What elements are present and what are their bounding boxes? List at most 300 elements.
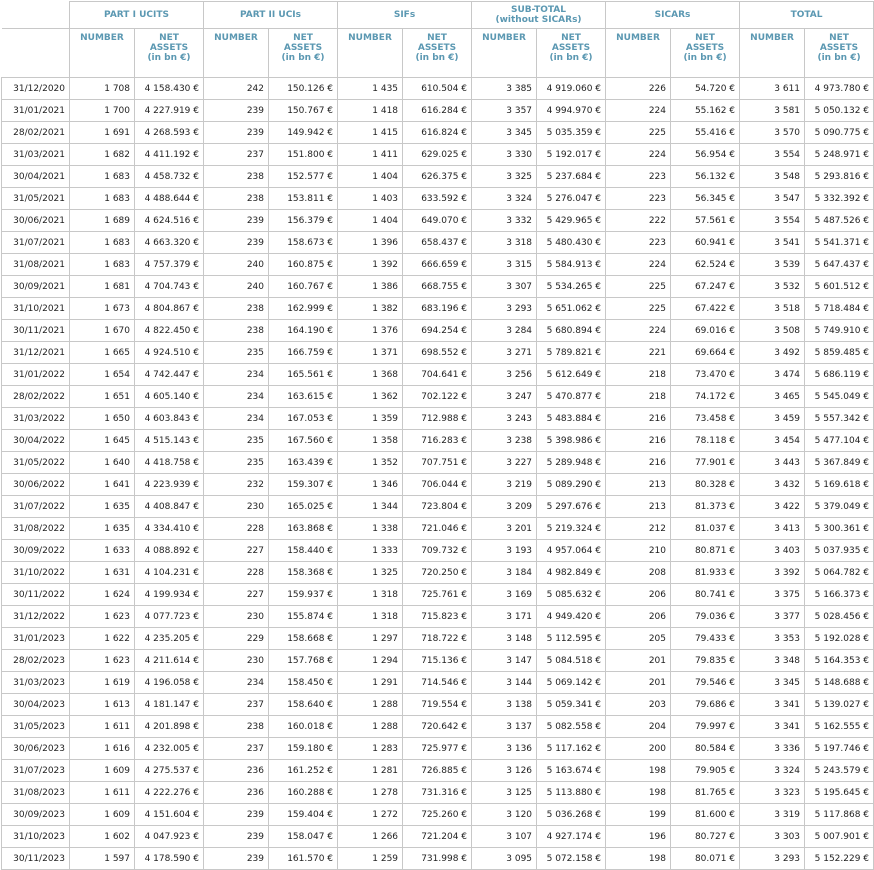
table-row bbox=[2, 100, 874, 122]
cell-p1-num: 1 613 bbox=[70, 694, 135, 716]
cell-sub-net: 5 680.894 € bbox=[537, 320, 606, 342]
sub-header-row bbox=[2, 29, 874, 78]
corner-cell bbox=[2, 2, 70, 29]
cell-date: 30/09/2021 bbox=[2, 276, 70, 298]
cell-sicar-num: 205 bbox=[606, 628, 671, 650]
net-assets-label: NET ASSETS (in bn €) bbox=[281, 33, 325, 63]
cell-p1-num: 1 708 bbox=[70, 78, 135, 100]
cell-sub-num: 3 125 bbox=[472, 782, 537, 804]
cell-p1-num: 1 624 bbox=[70, 584, 135, 606]
table-row bbox=[2, 122, 874, 144]
cell-sicar-num: 206 bbox=[606, 584, 671, 606]
cell-total-num: 3 341 bbox=[740, 694, 805, 716]
cell-sicar-num: 224 bbox=[606, 100, 671, 122]
cell-sif-num: 1 288 bbox=[338, 694, 403, 716]
cell-sif-net: 721.046 € bbox=[403, 518, 472, 540]
cell-sif-num: 1 338 bbox=[338, 518, 403, 540]
table-row bbox=[2, 166, 874, 188]
sub-header-net-assets bbox=[135, 29, 204, 78]
cell-p1-num: 1 611 bbox=[70, 716, 135, 738]
cell-p2-num: 235 bbox=[204, 342, 269, 364]
table-row bbox=[2, 738, 874, 760]
cell-sicar-num: 204 bbox=[606, 716, 671, 738]
cell-p2-num: 239 bbox=[204, 232, 269, 254]
cell-sicar-num: 223 bbox=[606, 232, 671, 254]
cell-p2-num: 238 bbox=[204, 298, 269, 320]
cell-p2-num: 239 bbox=[204, 210, 269, 232]
cell-p1-num: 1 654 bbox=[70, 364, 135, 386]
cell-p2-num: 232 bbox=[204, 474, 269, 496]
cell-p2-net: 155.874 € bbox=[269, 606, 338, 628]
cell-sicar-net: 80.328 € bbox=[671, 474, 740, 496]
cell-date: 28/02/2023 bbox=[2, 650, 70, 672]
cell-total-net: 5 545.049 € bbox=[805, 386, 874, 408]
cell-date: 30/11/2023 bbox=[2, 848, 70, 870]
cell-sub-net: 5 289.948 € bbox=[537, 452, 606, 474]
cell-sif-num: 1 288 bbox=[338, 716, 403, 738]
cell-total-num: 3 323 bbox=[740, 782, 805, 804]
cell-date: 30/04/2023 bbox=[2, 694, 70, 716]
cell-p2-net: 167.560 € bbox=[269, 430, 338, 452]
cell-total-net: 5 300.361 € bbox=[805, 518, 874, 540]
cell-p1-num: 1 609 bbox=[70, 804, 135, 826]
cell-date: 31/03/2022 bbox=[2, 408, 70, 430]
cell-sub-net: 5 651.062 € bbox=[537, 298, 606, 320]
cell-sicar-num: 225 bbox=[606, 122, 671, 144]
cell-sif-net: 709.732 € bbox=[403, 540, 472, 562]
cell-sicar-net: 81.933 € bbox=[671, 562, 740, 584]
cell-sif-num: 1 291 bbox=[338, 672, 403, 694]
cell-sub-num: 3 169 bbox=[472, 584, 537, 606]
cell-sub-num: 3 184 bbox=[472, 562, 537, 584]
cell-sicar-num: 198 bbox=[606, 848, 671, 870]
cell-total-net: 5 195.645 € bbox=[805, 782, 874, 804]
cell-sub-net: 5 398.986 € bbox=[537, 430, 606, 452]
table-row bbox=[2, 364, 874, 386]
cell-total-num: 3 541 bbox=[740, 232, 805, 254]
cell-sicar-net: 79.036 € bbox=[671, 606, 740, 628]
cell-p1-num: 1 681 bbox=[70, 276, 135, 298]
cell-total-net: 5 248.971 € bbox=[805, 144, 874, 166]
cell-sicar-num: 198 bbox=[606, 782, 671, 804]
corner-cell-lower bbox=[2, 29, 70, 78]
cell-date: 31/01/2022 bbox=[2, 364, 70, 386]
cell-sif-num: 1 404 bbox=[338, 210, 403, 232]
cell-total-net: 5 749.910 € bbox=[805, 320, 874, 342]
cell-date: 31/07/2022 bbox=[2, 496, 70, 518]
cell-p1-num: 1 665 bbox=[70, 342, 135, 364]
cell-p1-num: 1 683 bbox=[70, 254, 135, 276]
cell-p1-net: 4 742.447 € bbox=[135, 364, 204, 386]
group-header-part2-ucis: PART II UCIs bbox=[204, 2, 338, 29]
cell-total-net: 5 050.132 € bbox=[805, 100, 874, 122]
cell-total-num: 3 570 bbox=[740, 122, 805, 144]
cell-p2-num: 238 bbox=[204, 188, 269, 210]
group-header-sifs: SIFs bbox=[338, 2, 472, 29]
cell-sif-num: 1 259 bbox=[338, 848, 403, 870]
cell-sif-net: 698.552 € bbox=[403, 342, 472, 364]
cell-sicar-num: 216 bbox=[606, 430, 671, 452]
cell-sicar-num: 218 bbox=[606, 386, 671, 408]
table-row bbox=[2, 386, 874, 408]
cell-sub-num: 3 095 bbox=[472, 848, 537, 870]
cell-total-net: 5 686.119 € bbox=[805, 364, 874, 386]
cell-date: 28/02/2022 bbox=[2, 386, 70, 408]
cell-p2-net: 159.307 € bbox=[269, 474, 338, 496]
cell-sif-net: 707.751 € bbox=[403, 452, 472, 474]
cell-sif-net: 704.641 € bbox=[403, 364, 472, 386]
cell-p2-net: 150.126 € bbox=[269, 78, 338, 100]
cell-p2-num: 234 bbox=[204, 364, 269, 386]
cell-p2-num: 240 bbox=[204, 276, 269, 298]
cell-sicar-net: 81.765 € bbox=[671, 782, 740, 804]
cell-sif-num: 1 352 bbox=[338, 452, 403, 474]
table-header bbox=[2, 2, 874, 78]
cell-p1-num: 1 683 bbox=[70, 188, 135, 210]
cell-p2-net: 153.811 € bbox=[269, 188, 338, 210]
group-header-sicars: SICARs bbox=[606, 2, 740, 29]
cell-sif-net: 649.070 € bbox=[403, 210, 472, 232]
cell-p2-net: 159.180 € bbox=[269, 738, 338, 760]
cell-total-net: 5 477.104 € bbox=[805, 430, 874, 452]
cell-date: 31/03/2021 bbox=[2, 144, 70, 166]
cell-sicar-net: 67.422 € bbox=[671, 298, 740, 320]
cell-p2-num: 229 bbox=[204, 628, 269, 650]
table-row bbox=[2, 298, 874, 320]
cell-sif-net: 706.044 € bbox=[403, 474, 472, 496]
cell-sif-net: 610.504 € bbox=[403, 78, 472, 100]
cell-p2-net: 158.368 € bbox=[269, 562, 338, 584]
cell-total-net: 5 541.371 € bbox=[805, 232, 874, 254]
cell-total-net: 5 718.484 € bbox=[805, 298, 874, 320]
cell-sub-net: 4 994.970 € bbox=[537, 100, 606, 122]
cell-total-net: 5 367.849 € bbox=[805, 452, 874, 474]
cell-p2-net: 158.450 € bbox=[269, 672, 338, 694]
cell-sicar-net: 74.172 € bbox=[671, 386, 740, 408]
net-assets-label: NET ASSETS (in bn €) bbox=[549, 33, 593, 63]
cell-p1-net: 4 804.867 € bbox=[135, 298, 204, 320]
cell-sub-net: 5 035.359 € bbox=[537, 122, 606, 144]
cell-sif-num: 1 318 bbox=[338, 584, 403, 606]
cell-sif-num: 1 281 bbox=[338, 760, 403, 782]
cell-sub-net: 5 584.913 € bbox=[537, 254, 606, 276]
cell-p2-net: 162.999 € bbox=[269, 298, 338, 320]
sub-header-number: NUMBER bbox=[472, 29, 537, 78]
cell-p1-net: 4 047.923 € bbox=[135, 826, 204, 848]
table-row bbox=[2, 342, 874, 364]
cell-sif-net: 715.823 € bbox=[403, 606, 472, 628]
cell-sif-net: 715.136 € bbox=[403, 650, 472, 672]
table-row bbox=[2, 782, 874, 804]
cell-p2-net: 165.561 € bbox=[269, 364, 338, 386]
cell-sicar-num: 200 bbox=[606, 738, 671, 760]
cell-p1-net: 4 077.723 € bbox=[135, 606, 204, 628]
cell-sicar-num: 210 bbox=[606, 540, 671, 562]
cell-sicar-net: 73.458 € bbox=[671, 408, 740, 430]
net-assets-label: NET ASSETS (in bn €) bbox=[415, 33, 459, 63]
cell-sub-net: 5 276.047 € bbox=[537, 188, 606, 210]
cell-p2-num: 227 bbox=[204, 540, 269, 562]
cell-p2-net: 160.875 € bbox=[269, 254, 338, 276]
cell-sif-net: 716.283 € bbox=[403, 430, 472, 452]
cell-sif-num: 1 272 bbox=[338, 804, 403, 826]
cell-p1-num: 1 645 bbox=[70, 430, 135, 452]
cell-total-num: 3 554 bbox=[740, 144, 805, 166]
cell-total-num: 3 548 bbox=[740, 166, 805, 188]
table-row bbox=[2, 452, 874, 474]
cell-total-num: 3 454 bbox=[740, 430, 805, 452]
cell-sif-net: 714.546 € bbox=[403, 672, 472, 694]
cell-total-num: 3 303 bbox=[740, 826, 805, 848]
cell-sif-num: 1 392 bbox=[338, 254, 403, 276]
net-assets-label: NET ASSETS (in bn €) bbox=[147, 33, 191, 63]
cell-total-net: 5 192.028 € bbox=[805, 628, 874, 650]
cell-sif-net: 626.375 € bbox=[403, 166, 472, 188]
cell-p2-num: 237 bbox=[204, 738, 269, 760]
cell-p2-num: 237 bbox=[204, 144, 269, 166]
cell-date: 31/10/2023 bbox=[2, 826, 70, 848]
cell-p2-net: 165.025 € bbox=[269, 496, 338, 518]
cell-date: 31/12/2022 bbox=[2, 606, 70, 628]
cell-p2-num: 236 bbox=[204, 760, 269, 782]
cell-sicar-num: 196 bbox=[606, 826, 671, 848]
cell-sif-num: 1 318 bbox=[338, 606, 403, 628]
cell-sicar-net: 79.835 € bbox=[671, 650, 740, 672]
cell-p2-net: 149.942 € bbox=[269, 122, 338, 144]
cell-sicar-net: 55.416 € bbox=[671, 122, 740, 144]
cell-sif-net: 725.977 € bbox=[403, 738, 472, 760]
cell-sicar-num: 199 bbox=[606, 804, 671, 826]
cell-p2-num: 228 bbox=[204, 562, 269, 584]
cell-sif-net: 616.824 € bbox=[403, 122, 472, 144]
cell-sicar-net: 57.561 € bbox=[671, 210, 740, 232]
cell-total-net: 5 293.816 € bbox=[805, 166, 874, 188]
cell-sub-net: 5 072.158 € bbox=[537, 848, 606, 870]
cell-sif-num: 1 386 bbox=[338, 276, 403, 298]
cell-sub-net: 5 237.684 € bbox=[537, 166, 606, 188]
cell-p1-net: 4 151.604 € bbox=[135, 804, 204, 826]
cell-sub-num: 3 256 bbox=[472, 364, 537, 386]
cell-date: 31/10/2022 bbox=[2, 562, 70, 584]
cell-sif-num: 1 403 bbox=[338, 188, 403, 210]
cell-sub-num: 3 271 bbox=[472, 342, 537, 364]
cell-p1-num: 1 640 bbox=[70, 452, 135, 474]
cell-total-net: 5 139.027 € bbox=[805, 694, 874, 716]
cell-sub-num: 3 357 bbox=[472, 100, 537, 122]
sub-header-net-assets bbox=[537, 29, 606, 78]
cell-sub-num: 3 137 bbox=[472, 716, 537, 738]
cell-date: 31/08/2021 bbox=[2, 254, 70, 276]
cell-p1-net: 4 088.892 € bbox=[135, 540, 204, 562]
cell-p2-num: 238 bbox=[204, 166, 269, 188]
cell-sicar-num: 216 bbox=[606, 452, 671, 474]
cell-sif-num: 1 283 bbox=[338, 738, 403, 760]
table-row bbox=[2, 694, 874, 716]
cell-p1-num: 1 691 bbox=[70, 122, 135, 144]
cell-p1-net: 4 199.934 € bbox=[135, 584, 204, 606]
cell-p1-net: 4 227.919 € bbox=[135, 100, 204, 122]
cell-sub-num: 3 330 bbox=[472, 144, 537, 166]
cell-date: 31/05/2022 bbox=[2, 452, 70, 474]
cell-p1-net: 4 158.430 € bbox=[135, 78, 204, 100]
cell-sicar-net: 69.664 € bbox=[671, 342, 740, 364]
cell-p2-num: 234 bbox=[204, 672, 269, 694]
cell-p1-num: 1 683 bbox=[70, 232, 135, 254]
cell-total-net: 5 379.049 € bbox=[805, 496, 874, 518]
cell-sif-net: 668.755 € bbox=[403, 276, 472, 298]
cell-total-net: 5 028.456 € bbox=[805, 606, 874, 628]
cell-p1-net: 4 222.276 € bbox=[135, 782, 204, 804]
cell-sub-net: 5 112.595 € bbox=[537, 628, 606, 650]
cell-sif-num: 1 396 bbox=[338, 232, 403, 254]
cell-sif-net: 633.592 € bbox=[403, 188, 472, 210]
cell-p2-num: 238 bbox=[204, 320, 269, 342]
cell-sicar-net: 80.741 € bbox=[671, 584, 740, 606]
cell-date: 30/11/2021 bbox=[2, 320, 70, 342]
cell-sicar-net: 54.720 € bbox=[671, 78, 740, 100]
cell-sub-net: 5 612.649 € bbox=[537, 364, 606, 386]
cell-sub-num: 3 120 bbox=[472, 804, 537, 826]
cell-sicar-net: 79.686 € bbox=[671, 694, 740, 716]
cell-p1-net: 4 624.516 € bbox=[135, 210, 204, 232]
cell-sub-num: 3 284 bbox=[472, 320, 537, 342]
cell-p2-num: 234 bbox=[204, 386, 269, 408]
cell-sicar-num: 225 bbox=[606, 298, 671, 320]
cell-p2-num: 230 bbox=[204, 650, 269, 672]
cell-sicar-num: 224 bbox=[606, 254, 671, 276]
cell-sif-num: 1 266 bbox=[338, 826, 403, 848]
cell-total-net: 5 601.512 € bbox=[805, 276, 874, 298]
cell-date: 30/09/2022 bbox=[2, 540, 70, 562]
cell-p2-net: 158.668 € bbox=[269, 628, 338, 650]
cell-sif-num: 1 278 bbox=[338, 782, 403, 804]
cell-p2-num: 238 bbox=[204, 716, 269, 738]
cell-sub-net: 5 117.162 € bbox=[537, 738, 606, 760]
cell-total-net: 5 647.437 € bbox=[805, 254, 874, 276]
cell-p2-net: 164.190 € bbox=[269, 320, 338, 342]
cell-sicar-net: 81.037 € bbox=[671, 518, 740, 540]
cell-sif-num: 1 382 bbox=[338, 298, 403, 320]
table-row bbox=[2, 848, 874, 870]
cell-total-num: 3 581 bbox=[740, 100, 805, 122]
cell-sub-net: 5 163.674 € bbox=[537, 760, 606, 782]
cell-sicar-net: 73.470 € bbox=[671, 364, 740, 386]
cell-p2-net: 160.018 € bbox=[269, 716, 338, 738]
cell-p2-net: 156.379 € bbox=[269, 210, 338, 232]
cell-p1-num: 1 635 bbox=[70, 518, 135, 540]
cell-date: 31/05/2021 bbox=[2, 188, 70, 210]
cell-total-net: 5 859.485 € bbox=[805, 342, 874, 364]
cell-sicar-net: 79.905 € bbox=[671, 760, 740, 782]
cell-sif-net: 683.196 € bbox=[403, 298, 472, 320]
cell-total-num: 3 403 bbox=[740, 540, 805, 562]
cell-sicar-num: 201 bbox=[606, 650, 671, 672]
cell-total-net: 5 007.901 € bbox=[805, 826, 874, 848]
cell-total-num: 3 465 bbox=[740, 386, 805, 408]
cell-sub-num: 3 293 bbox=[472, 298, 537, 320]
cell-sicar-net: 56.132 € bbox=[671, 166, 740, 188]
cell-total-num: 3 324 bbox=[740, 760, 805, 782]
cell-sub-num: 3 219 bbox=[472, 474, 537, 496]
cell-sub-num: 3 238 bbox=[472, 430, 537, 452]
cell-total-net: 5 557.342 € bbox=[805, 408, 874, 430]
cell-sub-num: 3 144 bbox=[472, 672, 537, 694]
table-row bbox=[2, 760, 874, 782]
cell-sub-net: 5 089.290 € bbox=[537, 474, 606, 496]
cell-sub-net: 4 949.420 € bbox=[537, 606, 606, 628]
cell-sicar-num: 218 bbox=[606, 364, 671, 386]
cell-p1-num: 1 611 bbox=[70, 782, 135, 804]
cell-p1-net: 4 232.005 € bbox=[135, 738, 204, 760]
cell-total-num: 3 518 bbox=[740, 298, 805, 320]
table-row bbox=[2, 562, 874, 584]
cell-sub-num: 3 324 bbox=[472, 188, 537, 210]
cell-sicar-net: 80.727 € bbox=[671, 826, 740, 848]
cell-sub-net: 4 919.060 € bbox=[537, 78, 606, 100]
group-header-part1-ucits: PART I UCITS bbox=[70, 2, 204, 29]
cell-p1-num: 1 670 bbox=[70, 320, 135, 342]
cell-total-num: 3 443 bbox=[740, 452, 805, 474]
cell-sif-num: 1 344 bbox=[338, 496, 403, 518]
cell-sicar-num: 212 bbox=[606, 518, 671, 540]
table-row bbox=[2, 672, 874, 694]
cell-p2-net: 157.768 € bbox=[269, 650, 338, 672]
cell-p1-net: 4 458.732 € bbox=[135, 166, 204, 188]
cell-p2-net: 161.570 € bbox=[269, 848, 338, 870]
cell-sub-num: 3 136 bbox=[472, 738, 537, 760]
cell-p1-net: 4 275.537 € bbox=[135, 760, 204, 782]
cell-p1-net: 4 411.192 € bbox=[135, 144, 204, 166]
cell-p1-num: 1 633 bbox=[70, 540, 135, 562]
cell-sicar-net: 62.524 € bbox=[671, 254, 740, 276]
cell-date: 31/08/2022 bbox=[2, 518, 70, 540]
cell-sub-num: 3 107 bbox=[472, 826, 537, 848]
cell-p2-num: 239 bbox=[204, 826, 269, 848]
cell-total-net: 5 064.782 € bbox=[805, 562, 874, 584]
cell-p1-num: 1 689 bbox=[70, 210, 135, 232]
cell-sif-net: 629.025 € bbox=[403, 144, 472, 166]
cell-date: 31/10/2021 bbox=[2, 298, 70, 320]
cell-sicar-num: 203 bbox=[606, 694, 671, 716]
cell-total-num: 3 532 bbox=[740, 276, 805, 298]
cell-sif-net: 718.722 € bbox=[403, 628, 472, 650]
cell-sif-num: 1 415 bbox=[338, 122, 403, 144]
cell-sub-net: 5 084.518 € bbox=[537, 650, 606, 672]
cell-sif-num: 1 418 bbox=[338, 100, 403, 122]
cell-p2-net: 152.577 € bbox=[269, 166, 338, 188]
cell-p2-num: 228 bbox=[204, 518, 269, 540]
sub-header-number: NUMBER bbox=[606, 29, 671, 78]
sub-header-number: NUMBER bbox=[740, 29, 805, 78]
cell-total-net: 4 973.780 € bbox=[805, 78, 874, 100]
cell-total-net: 5 169.618 € bbox=[805, 474, 874, 496]
cell-sicar-net: 67.247 € bbox=[671, 276, 740, 298]
cell-sif-net: 712.988 € bbox=[403, 408, 472, 430]
cell-sif-num: 1 371 bbox=[338, 342, 403, 364]
cell-sub-num: 3 247 bbox=[472, 386, 537, 408]
cell-sicar-net: 56.345 € bbox=[671, 188, 740, 210]
cell-total-num: 3 539 bbox=[740, 254, 805, 276]
cell-sif-num: 1 359 bbox=[338, 408, 403, 430]
cell-p1-num: 1 597 bbox=[70, 848, 135, 870]
cell-total-net: 5 166.373 € bbox=[805, 584, 874, 606]
cell-sif-num: 1 411 bbox=[338, 144, 403, 166]
cell-p2-num: 234 bbox=[204, 408, 269, 430]
cell-sicar-num: 221 bbox=[606, 342, 671, 364]
cell-sicar-num: 213 bbox=[606, 496, 671, 518]
cell-sub-net: 5 192.017 € bbox=[537, 144, 606, 166]
cell-sif-net: 702.122 € bbox=[403, 386, 472, 408]
